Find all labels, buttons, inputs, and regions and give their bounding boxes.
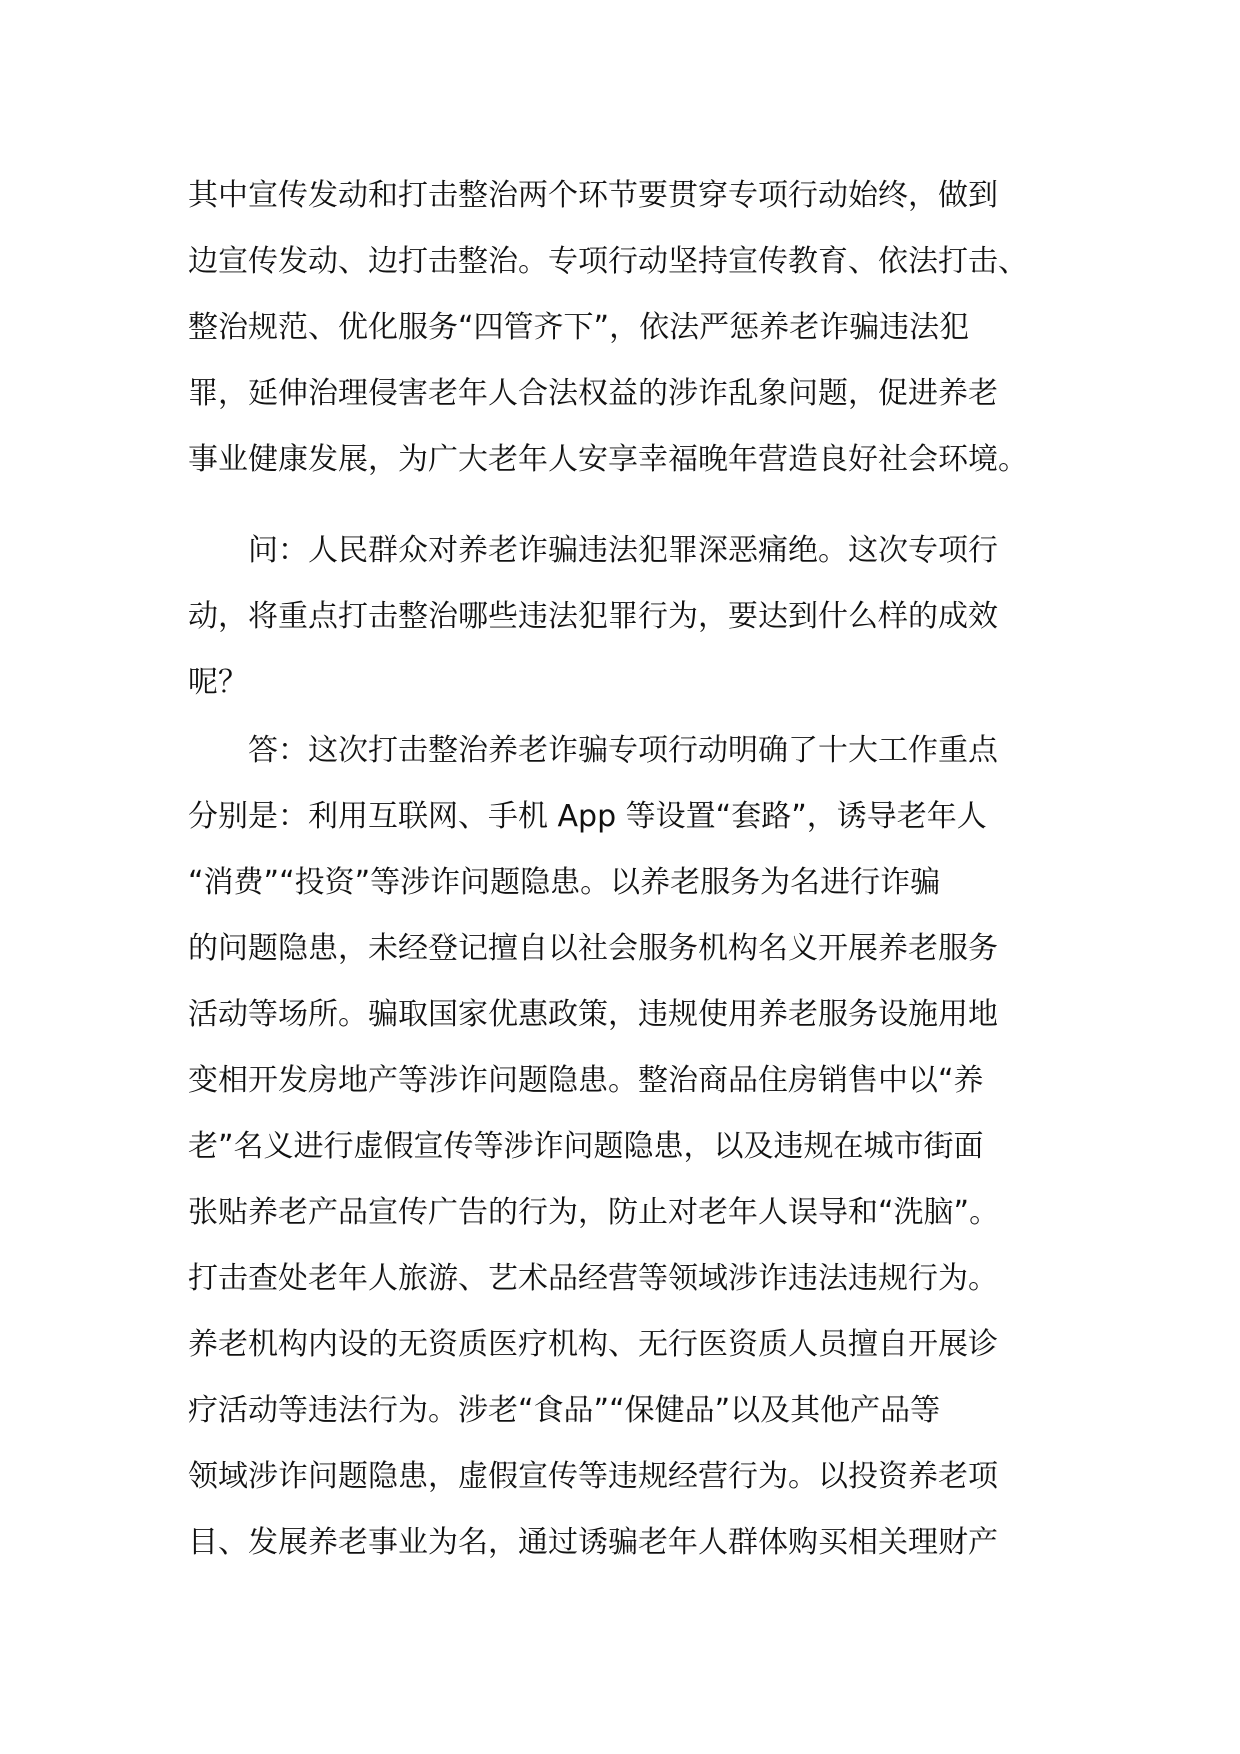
text-line: 事业健康发展，为广大老年人安享幸福晚年营造良好社会环境。 [188, 442, 1028, 477]
text-line: 领域涉诈问题隐患，虚假宣传等违规经营行为。以投资养老项 [188, 1459, 998, 1494]
text-line: 动，将重点打击整治哪些违法犯罪行为，要达到什么样的成效 [188, 599, 998, 634]
text-line: 其中宣传发动和打击整治两个环节要贯穿专项行动始终，做到 [188, 178, 998, 213]
text-line: 老”名义进行虚假宣传等涉诈问题隐患，以及违规在城市街面 [188, 1129, 984, 1164]
text-line: 打击查处老年人旅游、艺术品经营等领域涉诈违法违规行为。 [188, 1261, 998, 1296]
text-line: “消费”“投资”等涉诈问题隐患。以养老服务为名进行诈骗 [188, 865, 941, 900]
paragraph-campaign-summary [188, 163, 1068, 493]
text-line: 问：人民群众对养老诈骗违法犯罪深恶痛绝。这次专项行 [188, 533, 998, 568]
text-line: 呢？ [188, 665, 248, 700]
text-line: 的问题隐患，未经登记擅自以社会服务机构名义开展养老服务 [188, 931, 998, 966]
text-line: 整治规范、优化服务“四管齐下”，依法严惩养老诈骗违法犯 [188, 310, 970, 345]
paragraph-answer [188, 718, 1068, 1576]
text-line: 张贴养老产品宣传广告的行为，防止对老年人误导和“洗脑”。 [188, 1195, 1000, 1230]
text-line: 分别是：利用互联网、手机 App 等设置“套路”，诱导老年人 [188, 799, 987, 834]
text-line: 养老机构内设的无资质医疗机构、无行医资质人员擅自开展诊 [188, 1327, 998, 1362]
text-line: 变相开发房地产等涉诈问题隐患。整治商品住房销售中以“养 [188, 1063, 984, 1098]
text-line: 答：这次打击整治养老诈骗专项行动明确了十大工作重点 [188, 733, 998, 768]
text-line: 罪，延伸治理侵害老年人合法权益的涉诈乱象问题，促进养老 [188, 376, 998, 411]
text-line: 疗活动等违法行为。涉老“食品”“保健品”以及其他产品等 [188, 1393, 941, 1428]
text-line: 目、发展养老事业为名，通过诱骗老年人群体购买相关理财产 [188, 1525, 998, 1560]
text-line: 边宣传发动、边打击整治。专项行动坚持宣传教育、依法打击、 [188, 244, 1028, 279]
text-line: 活动等场所。骗取国家优惠政策，违规使用养老服务设施用地 [188, 997, 998, 1032]
paragraph-question [188, 518, 1068, 716]
